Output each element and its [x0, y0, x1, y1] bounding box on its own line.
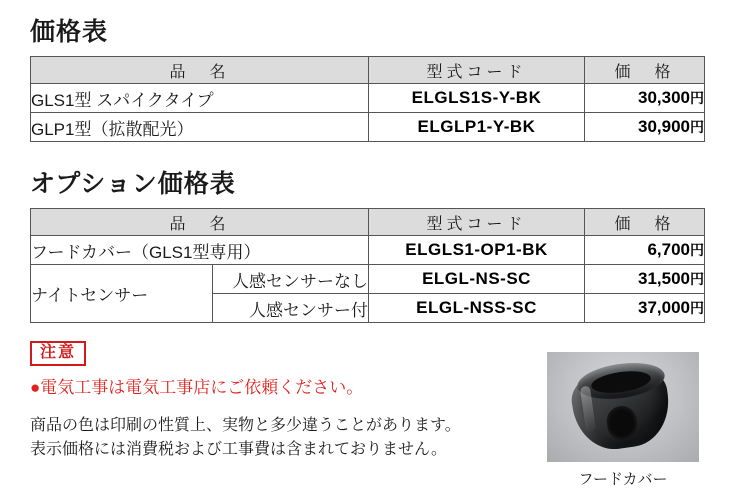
option-price-table-title: オプション価格表 — [30, 170, 236, 198]
notice-line: 表示価格には消費税および工事費は含まれておりません。 — [30, 441, 447, 459]
notice-line: 商品の色は印刷の性質上、実物と多少違うことがあります。 — [30, 416, 461, 434]
column-header-code: 型式コード — [369, 209, 585, 236]
price-value — [585, 236, 705, 265]
table-row — [31, 84, 705, 113]
model-code: ELGLP1-Y-BK — [369, 113, 585, 142]
notice-badge: 注意 — [30, 341, 86, 366]
option-price-table — [30, 208, 705, 323]
price-value — [585, 84, 705, 113]
price-number: 30,300 — [638, 88, 690, 107]
product-caption: フードカバー — [578, 471, 668, 488]
product-variant-name: 人感センサー付 — [213, 294, 369, 323]
price-unit: 円 — [690, 271, 705, 287]
product-name: フードカバー（GLS1型専用） — [31, 236, 369, 265]
price-number: 6,700 — [647, 240, 691, 259]
table-row — [31, 236, 705, 265]
product-name: GLP1型（拡散配光） — [31, 113, 369, 142]
hood-cover-photo — [547, 352, 699, 462]
column-header-price: 価 格 — [585, 209, 705, 236]
notice-warning-text: ●電気工事は電気工事店にご依頼ください。 — [30, 377, 364, 397]
price-value — [585, 265, 705, 294]
section-spacer — [30, 142, 735, 164]
model-code: ELGLS1S-Y-BK — [369, 84, 585, 113]
product-group-name: ナイトセンサー — [31, 265, 213, 323]
product-image-block — [547, 352, 699, 489]
price-value — [585, 113, 705, 142]
product-name: GLS1型 スパイクタイプ — [31, 84, 369, 113]
table-header-row — [31, 57, 705, 84]
price-unit: 円 — [690, 119, 704, 135]
table-row — [31, 113, 705, 142]
column-header-name: 品 名 — [31, 209, 369, 236]
column-header-code: 型式コード — [369, 57, 585, 84]
model-code: ELGLS1-OP1-BK — [369, 236, 585, 265]
product-variant-name: 人感センサーなし — [213, 265, 369, 294]
model-code: ELGL-NSS-SC — [369, 294, 585, 323]
price-table — [30, 56, 705, 142]
model-code: ELGL-NS-SC — [369, 265, 585, 294]
price-number: 31,500 — [638, 269, 691, 288]
column-header-name: 品 名 — [31, 57, 369, 84]
price-number: 30,900 — [638, 117, 690, 136]
price-unit: 円 — [690, 90, 704, 106]
price-number: 37,000 — [638, 298, 691, 317]
price-unit: 円 — [690, 300, 705, 316]
table-header-row — [31, 209, 705, 236]
price-table-title: 価格表 — [30, 18, 109, 46]
column-header-price: 価 格 — [585, 57, 705, 84]
table-row — [31, 265, 705, 294]
price-value — [585, 294, 705, 323]
price-unit: 円 — [690, 242, 705, 258]
